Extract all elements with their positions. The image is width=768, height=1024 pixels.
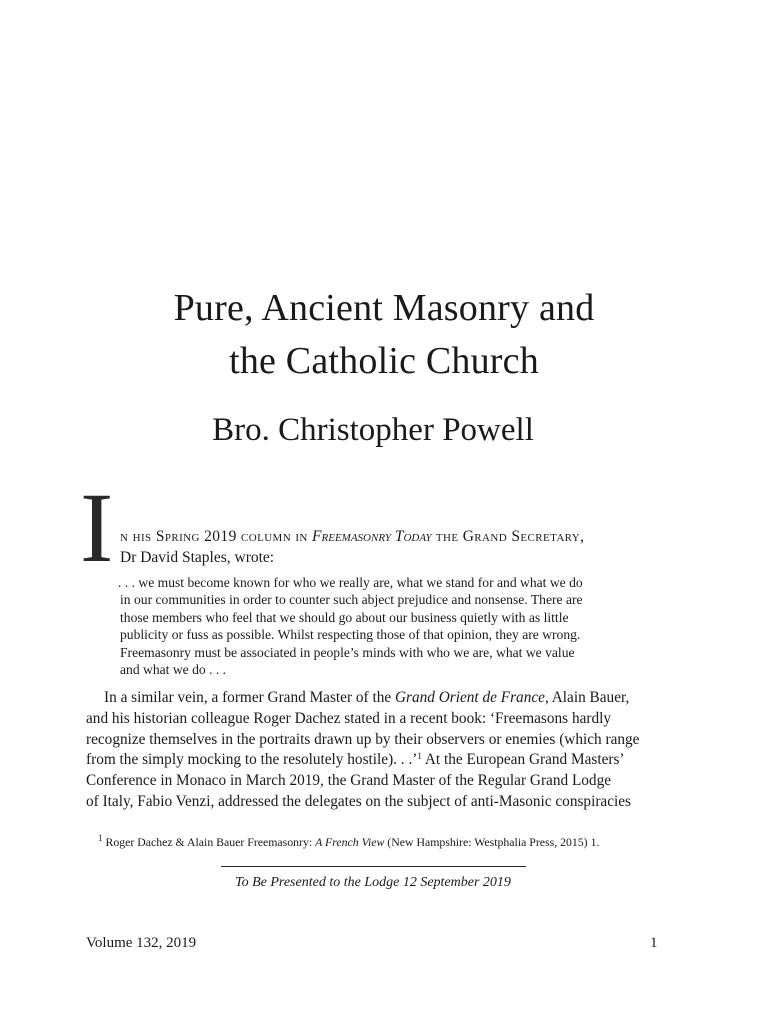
paragraph-text: from the simply mocking to the resolutely hostile). . .’ bbox=[86, 751, 418, 769]
paragraph-text: In a similar vein, a former Grand Master of the bbox=[104, 689, 395, 706]
footnote-text: Roger Dachez & Alain Bauer Freemasonry: bbox=[102, 835, 316, 849]
quote-line: and what we do . . . bbox=[120, 662, 227, 678]
paragraph-line: and his historian colleague Roger Dachez stated in a recent book: ‘Freemasons hardly bbox=[86, 709, 612, 727]
paragraph-text: , Alain Bauer, bbox=[544, 689, 630, 706]
footnote-text: (New Hampshire: Westphalia Press, 2015) 1. bbox=[384, 835, 600, 849]
quote-line: Freemasonry must be associated in people’s minds with who we are, what we value bbox=[120, 644, 575, 660]
footnote-italic-title: A French View bbox=[315, 835, 385, 849]
opening-text-part-2: the Grand Secretary, bbox=[431, 528, 585, 545]
presentation-note: To Be Presented to the Lodge 12 September 2019 bbox=[235, 875, 511, 890]
horizontal-rule bbox=[221, 866, 526, 867]
drop-cap: I bbox=[80, 472, 114, 583]
paragraph-line bbox=[86, 688, 670, 709]
paragraph-line bbox=[86, 750, 670, 771]
paragraph-line: recognize themselves in the portraits drawn up by their observers or enemies (which range bbox=[86, 730, 640, 748]
volume-label: Volume 132, 2019 bbox=[86, 935, 197, 951]
opening-text-part-1: n his Spring 2019 column in bbox=[120, 528, 313, 545]
footnote-reference[interactable]: 1 bbox=[417, 751, 422, 762]
opening-text-line-2: Dr David Staples, wrote: bbox=[120, 549, 275, 566]
paragraph-line: of Italy, Fabio Venzi, addressed the delegates on the subject of anti-Masonic conspiracies bbox=[86, 792, 631, 810]
paragraph-text: At the European Grand Masters’ bbox=[421, 751, 625, 769]
page-number: 1 bbox=[650, 935, 658, 951]
article-author: Bro. Christopher Powell bbox=[212, 412, 534, 448]
opening-paragraph bbox=[120, 526, 680, 568]
article-title bbox=[0, 282, 768, 388]
article-title-line-2: the Catholic Church bbox=[229, 340, 539, 382]
footnote bbox=[98, 834, 599, 850]
body-paragraph bbox=[86, 688, 670, 813]
quote-line: publicity or fuss as possible. Whilst respecting those of that opinion, they are wrong. bbox=[120, 627, 581, 643]
quote-line: in our communities in order to counter such abject prejudice and nonsense. There are bbox=[120, 592, 583, 608]
block-quote bbox=[120, 574, 640, 678]
paragraph-line: Conference in Monaco in March 2019, the Grand Master of the Regular Grand Lodge bbox=[86, 772, 612, 790]
quote-line: those members who feel that we should go about our business quietly with as little bbox=[120, 609, 569, 625]
article-title-line-1: Pure, Ancient Masonry and bbox=[173, 287, 595, 329]
paragraph-italic-text: Grand Orient de France bbox=[394, 689, 545, 706]
magazine-title: Freemasonry Today bbox=[312, 528, 432, 545]
footnote-number: 1 bbox=[98, 833, 103, 843]
quote-line: . . . we must become known for who we really are, what we stand for and what we do bbox=[118, 575, 583, 590]
